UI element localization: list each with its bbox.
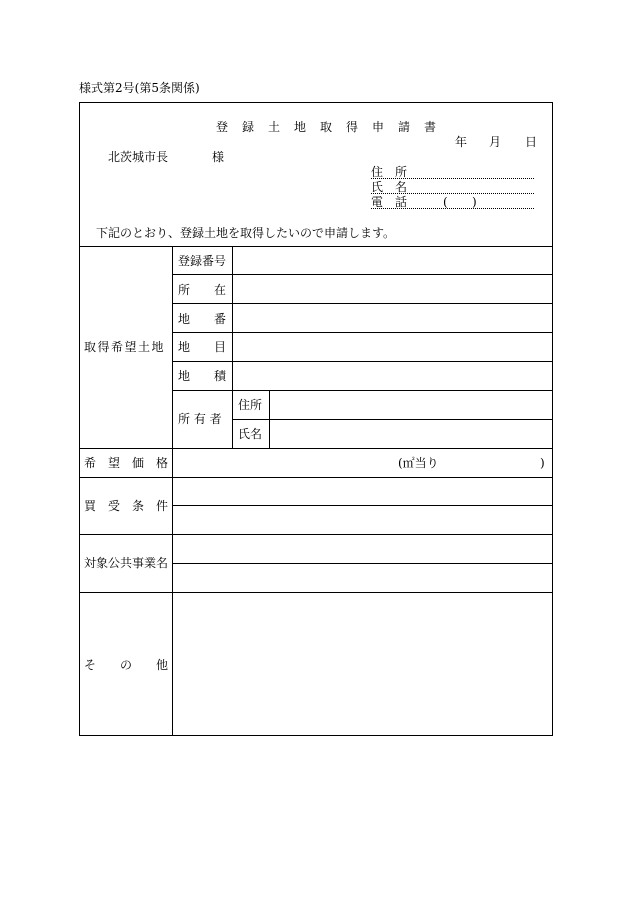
owner-address-field[interactable] <box>270 391 553 419</box>
applicant-name-label: 氏 名 <box>371 180 408 194</box>
per-sqm-close: ) <box>540 456 545 470</box>
applicant-address-label: 住 所 <box>371 165 408 179</box>
lot-number-label: 地 番 <box>178 312 227 326</box>
phone-paren-open: ( <box>443 195 448 209</box>
applicant-phone-line[interactable] <box>371 208 534 209</box>
honorific: 様 <box>212 150 225 164</box>
desired-price-label: 希 望 価 格 <box>84 456 169 470</box>
owner-name-label: 氏名 <box>238 427 263 441</box>
project-field-1[interactable] <box>173 535 553 563</box>
owner-label: 所 有 者 <box>178 412 222 426</box>
desired-price-field[interactable] <box>173 449 393 477</box>
land-category-label: 地 目 <box>178 340 227 354</box>
other-label: そ の 他 <box>84 658 169 672</box>
reg-number-label: 登録番号 <box>178 254 227 268</box>
area-field[interactable] <box>233 362 553 390</box>
phone-paren-close: ) <box>472 195 477 209</box>
owner-address-label: 住所 <box>238 398 263 412</box>
conditions-field-2[interactable] <box>173 506 553 534</box>
date-month: 月 <box>489 135 502 149</box>
project-label: 対象公共事業名 <box>84 556 169 570</box>
land-section-label: 取得希望土地 <box>84 340 166 354</box>
statement: 下記のとおり、登録土地を取得したいので申請します。 <box>96 226 396 240</box>
location-field[interactable] <box>233 275 553 303</box>
conditions-field-1[interactable] <box>173 478 553 505</box>
location-label: 所 在 <box>178 283 227 297</box>
project-field-2[interactable] <box>173 564 553 592</box>
form-title: 登 録 土 地 取 得 申 請 書 <box>216 120 438 134</box>
area-label: 地 積 <box>178 369 227 383</box>
other-field[interactable] <box>173 593 553 735</box>
applicant-name-line[interactable] <box>371 193 534 194</box>
addressee: 北茨城市長 <box>108 150 169 164</box>
per-sqm-open: (㎡当り <box>398 456 439 470</box>
conditions-label: 買 受 条 件 <box>84 499 169 513</box>
lot-number-field[interactable] <box>233 304 553 332</box>
form-id: 様式第2号(第5条関係) <box>79 81 200 95</box>
reg-number-field[interactable] <box>233 247 553 274</box>
applicant-phone-label: 電 話 <box>371 195 408 209</box>
applicant-address-line[interactable] <box>371 178 534 179</box>
date-year: 年 <box>455 135 468 149</box>
land-category-field[interactable] <box>233 333 553 361</box>
owner-name-field[interactable] <box>270 420 553 448</box>
date-day: 日 <box>525 135 538 149</box>
